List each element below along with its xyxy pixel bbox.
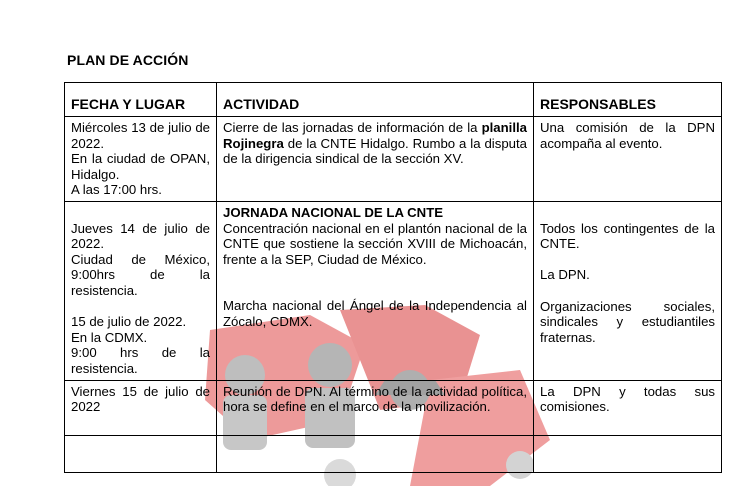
fecha-cell	[65, 380, 217, 435]
actividad-text: de la CNTE Hidalgo. Rumbo a la disputa de la dirigencia sindical de la sección XV.	[223, 135, 527, 167]
page-title: PLAN DE ACCIÓN	[67, 52, 189, 68]
action-plan-table	[64, 82, 722, 473]
table-row	[65, 117, 722, 202]
fecha-cell	[65, 435, 217, 472]
table-row	[65, 435, 722, 472]
header-fecha: FECHA Y LUGAR	[65, 83, 217, 117]
responsables-text: La DPN y todas sus comisiones.	[540, 383, 715, 415]
actividad-text: Reunión de DPN. Al término de la actividad política, hora se define en el marco de la movilización.	[223, 383, 527, 415]
fecha-line: A las 17:00 hrs.	[71, 182, 162, 198]
actividad-text: Marcha nacional del Ángel de la Independencia al Zócalo, CDMX.	[223, 298, 527, 329]
actividad-cell	[217, 201, 534, 380]
header-actividad: ACTIVIDAD	[217, 83, 534, 117]
actividad-cell	[217, 117, 534, 202]
actividad-bold-text: planilla Rojinegra	[223, 120, 527, 151]
fecha-line: En la ciudad de OPAN, Hidalgo.	[71, 151, 210, 182]
table-row	[65, 380, 722, 435]
fecha-line: Miércoles 13 de julio de 2022.	[71, 120, 210, 151]
responsables-text: Una comisión de la DPN acompaña al evento.	[540, 120, 715, 151]
fecha-line: 9:00 hrs de la resistencia.	[71, 345, 210, 376]
fecha-line: Jueves 14 de julio de 2022.	[71, 220, 210, 252]
responsables-text: Todos los contingentes de la CNTE.	[540, 220, 715, 252]
fecha-line: Viernes 15 de julio de 2022	[71, 383, 210, 415]
responsables-cell	[534, 435, 722, 472]
fecha-line: En la CDMX.	[71, 329, 148, 345]
table-header-row	[65, 83, 722, 117]
responsables-text: La DPN.	[540, 267, 590, 283]
responsables-cell	[534, 380, 722, 435]
actividad-text: Concentración nacional en el plantón nacional de la CNTE que sostiene la sección XVIII de Michoacán, frente a la SEP, Ciudad de México.	[223, 220, 527, 267]
fecha-cell	[65, 117, 217, 202]
fecha-line: 15 de julio de 2022.	[71, 314, 187, 330]
table-row	[65, 201, 722, 380]
actividad-cell	[217, 435, 534, 472]
actividad-cell	[217, 380, 534, 435]
actividad-title: JORNADA NACIONAL DE LA CNTE	[223, 204, 444, 220]
actividad-text: Cierre de las jornadas de información de la	[223, 120, 482, 135]
responsables-text: Organizaciones sociales, sindicales y estudiantiles fraternas.	[540, 298, 715, 345]
fecha-line: Ciudad de México, 9:00hrs de la resistencia.	[71, 251, 210, 298]
header-responsables: RESPONSABLES	[534, 83, 722, 117]
responsables-cell	[534, 201, 722, 380]
fecha-cell	[65, 201, 217, 380]
responsables-cell	[534, 117, 722, 202]
